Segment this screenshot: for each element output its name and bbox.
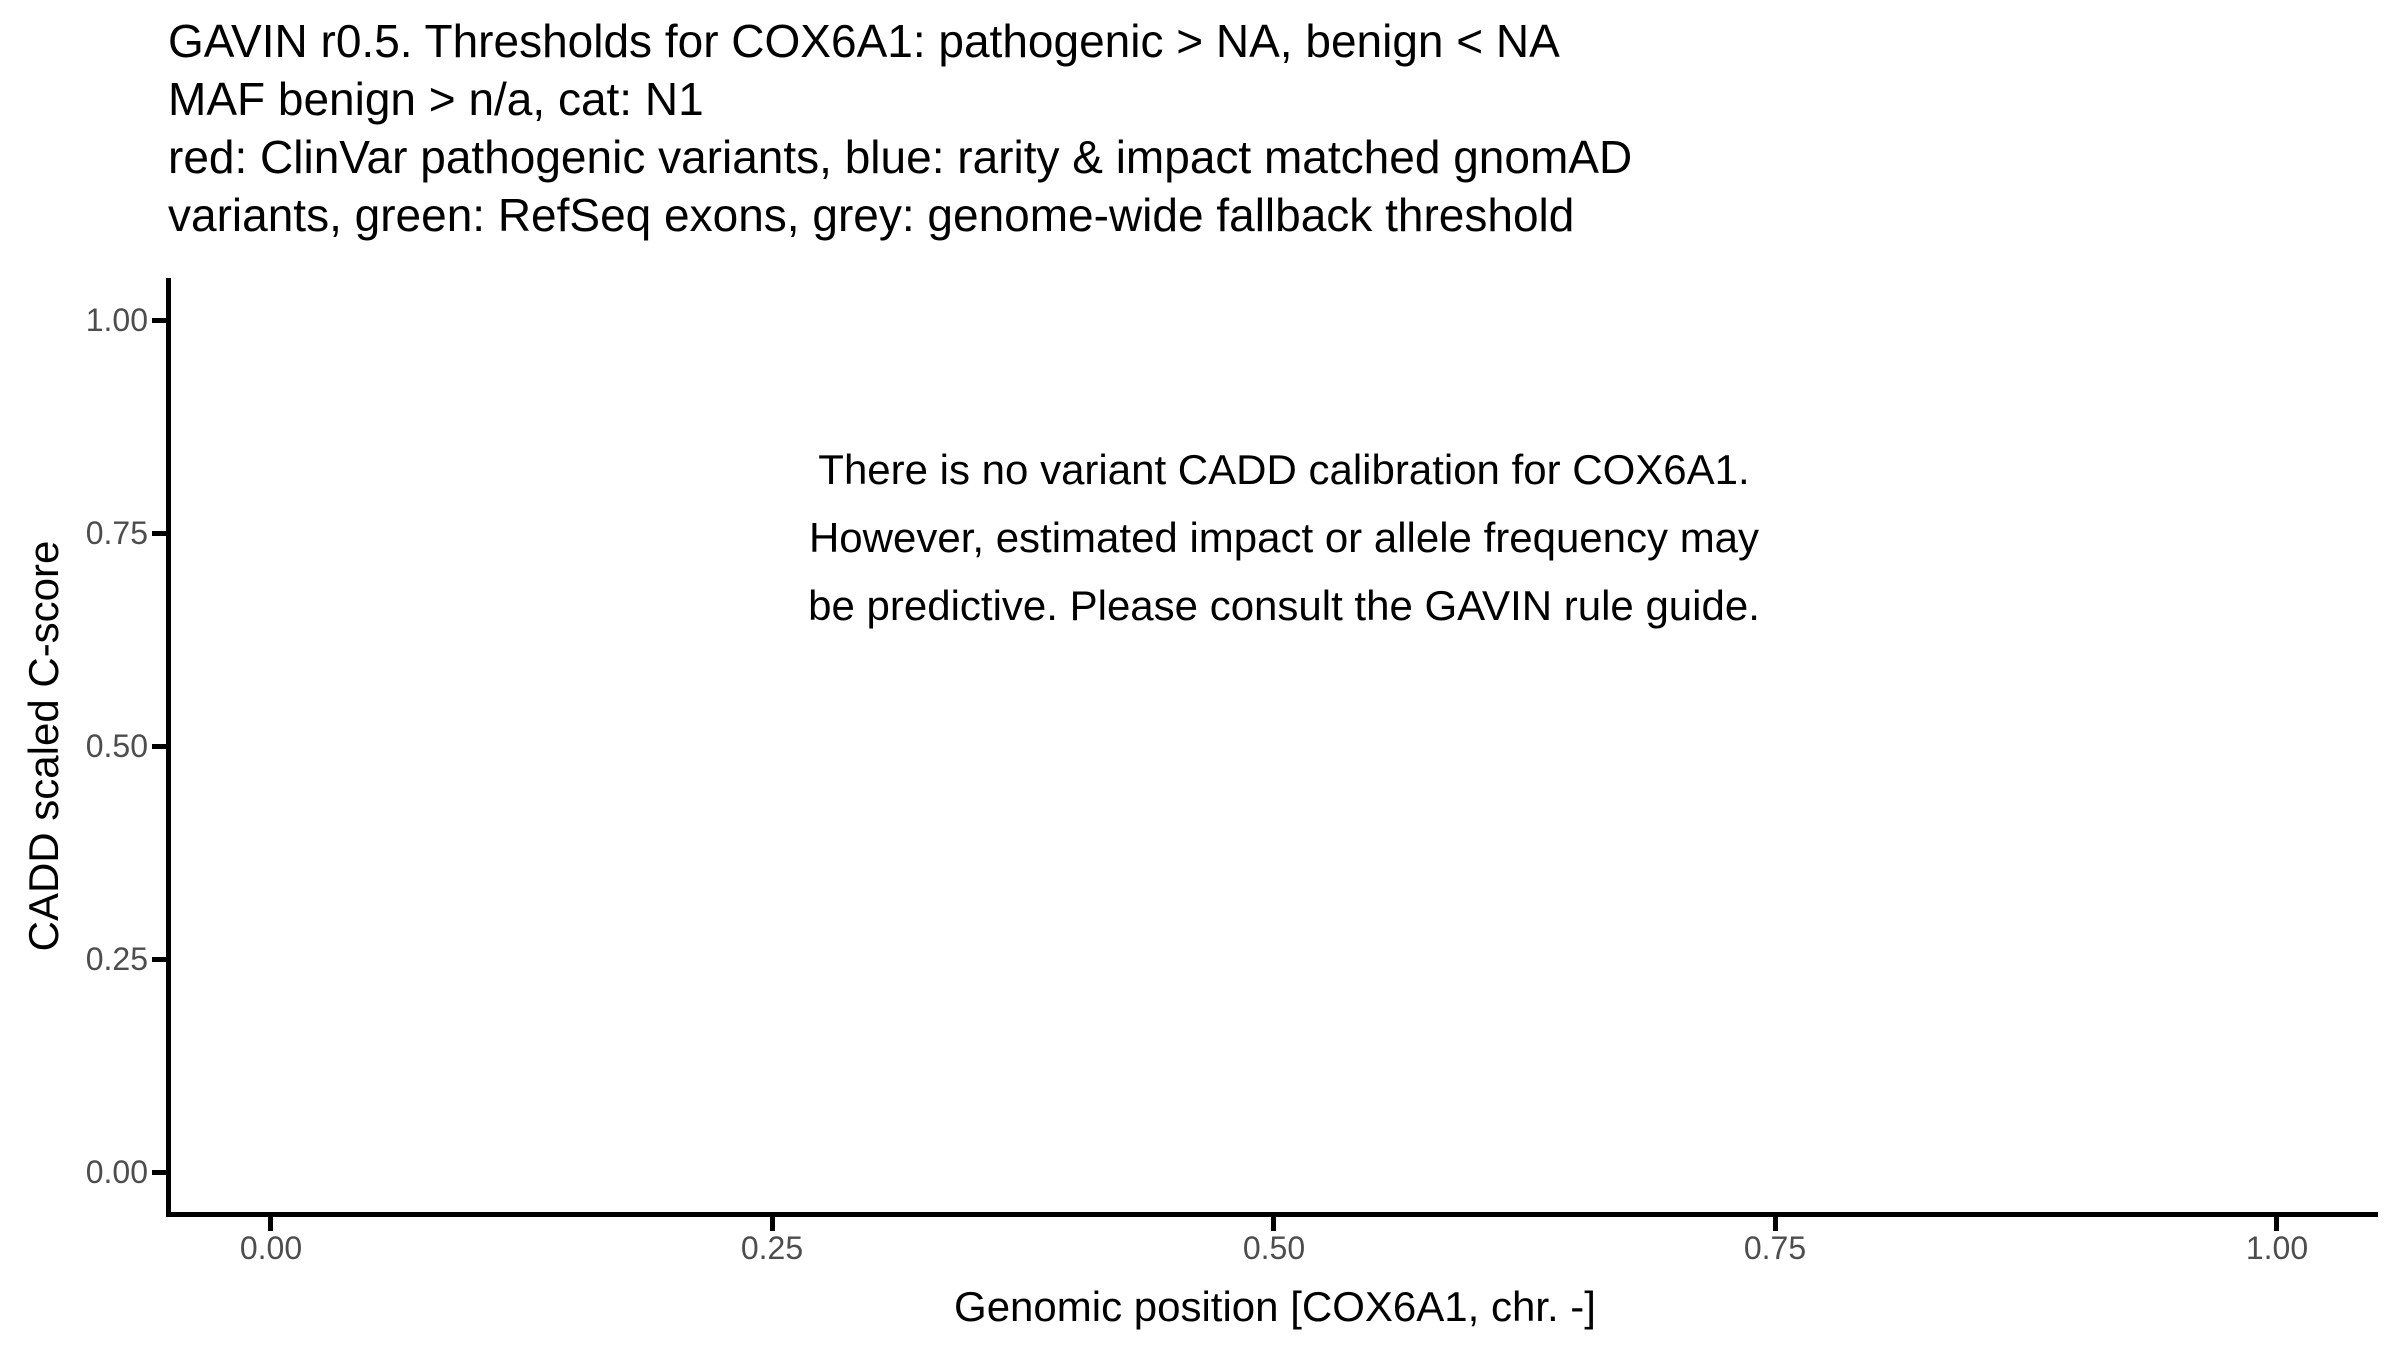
y-tick-label-0.00: 0.00 (85, 1154, 148, 1190)
x-tick-label-0.50: 0.50 (1242, 1230, 1306, 1266)
x-tick-label-0.75: 0.75 (1743, 1230, 1807, 1266)
y-tick-mark-1.00 (152, 318, 166, 323)
y-tick-mark-0.00 (152, 1170, 166, 1175)
annotation-line-3: be predictive. Please consult the GAVIN rule guide. (808, 582, 1760, 629)
x-tick-mark-0.50 (1271, 1217, 1276, 1231)
x-tick-label-0.25: 0.25 (740, 1230, 804, 1266)
plot-title-line-2: MAF benign > n/a, cat: N1 (168, 73, 704, 125)
y-tick-label-0.50: 0.50 (85, 728, 148, 764)
y-tick-label-0.75: 0.75 (85, 515, 148, 551)
x-tick-mark-0.00 (268, 1217, 273, 1231)
plot-title-line-1: GAVIN r0.5. Thresholds for COX6A1: pathogenic > NA, benign < NA (168, 15, 1560, 67)
y-tick-label-1.00: 1.00 (85, 302, 148, 338)
plot-panel (171, 278, 2378, 1212)
x-axis-title: Genomic position [COX6A1, chr. -] (954, 1283, 1596, 1330)
x-tick-mark-0.25 (770, 1217, 775, 1231)
plot-title-line-3: red: ClinVar pathogenic variants, blue: rarity & impact matched gnomAD (168, 131, 1633, 183)
x-tick-mark-1.00 (2274, 1217, 2279, 1231)
x-tick-label-1.00: 1.00 (2245, 1230, 2309, 1266)
y-tick-label-0.25: 0.25 (85, 941, 148, 977)
plot-title-line-4: variants, green: RefSeq exons, grey: genome-wide fallback threshold (168, 189, 1575, 241)
y-tick-mark-0.50 (152, 744, 166, 749)
x-tick-label-0.00: 0.00 (239, 1230, 303, 1266)
y-axis-line (166, 278, 171, 1217)
annotation-line-1: There is no variant CADD calibration for COX6A1. (818, 446, 1750, 493)
plot-title (168, 12, 1632, 244)
no-calibration-annotation (684, 436, 1884, 640)
y-tick-mark-0.75 (152, 531, 166, 536)
annotation-line-2: However, estimated impact or allele frequency may (808, 514, 1760, 561)
y-axis-title: CADD scaled C-score (20, 540, 67, 952)
y-tick-mark-0.25 (152, 957, 166, 962)
x-tick-mark-0.75 (1773, 1217, 1778, 1231)
